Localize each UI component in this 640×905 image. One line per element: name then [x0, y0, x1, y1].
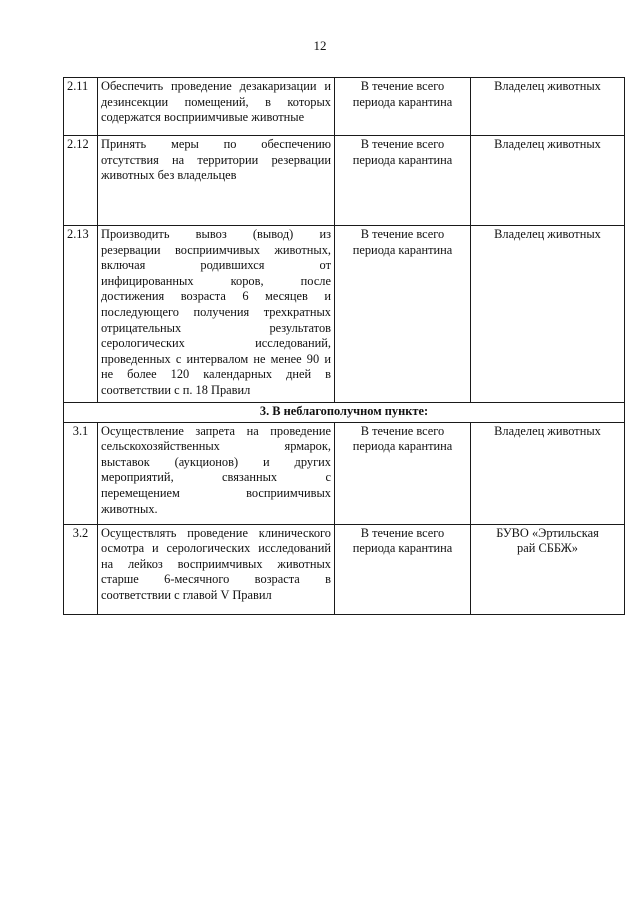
action-line: резервации восприимчивых животных, — [101, 242, 331, 257]
term-cell — [335, 78, 471, 136]
action-line: серологических исследований, — [101, 336, 331, 351]
action-line: включая родившихся от — [101, 258, 331, 273]
term-cell — [335, 136, 471, 226]
action-line: отсутствия на территории резервации — [101, 152, 331, 167]
action-line: отрицательных результатов — [101, 320, 331, 335]
action-line: содержатся восприимчивые животные — [101, 110, 305, 125]
term-line: периода карантина — [352, 152, 453, 167]
action-line: не более 120 календарных дней в — [101, 367, 331, 382]
action-cell — [98, 226, 335, 403]
term-line: периода карантина — [352, 439, 453, 454]
table-row — [64, 226, 625, 403]
action-line: на лейкоз восприимчивых животных — [101, 556, 331, 571]
action-line: животных без владельцев — [101, 168, 237, 183]
term-line: периода карантина — [352, 94, 453, 109]
action-line: мероприятий, связанных с — [101, 470, 331, 485]
responsible-cell — [471, 422, 625, 524]
action-line: Осуществление запрета на проведение — [101, 423, 331, 438]
table-row — [64, 78, 625, 136]
action-line: животных. — [101, 501, 158, 516]
responsible-cell — [471, 226, 625, 403]
term-line: В течение всего — [360, 423, 445, 438]
section-title: 3. В неблагополучном пункте: — [64, 403, 625, 423]
term-line: В течение всего — [360, 79, 445, 93]
action-line: соответствии с п. 18 Правил — [101, 382, 251, 397]
row-number: 2.12 — [64, 136, 98, 226]
action-line: дезинсекции помещений, в которых — [101, 94, 331, 109]
responsible-line: Владелец животных — [494, 227, 601, 241]
action-line: перемещением восприимчивых — [101, 485, 331, 500]
action-line: достижения возраста 6 месяцев и — [101, 289, 331, 304]
action-cell — [98, 422, 335, 524]
action-line: сельскохозяйственных ярмарок, — [101, 439, 331, 454]
action-line: Принять меры по обеспечению — [101, 137, 331, 151]
table-row — [64, 524, 625, 614]
action-cell — [98, 78, 335, 136]
responsible-line: БУВО «Эртильская — [496, 525, 599, 540]
responsible-cell — [471, 524, 625, 614]
row-number: 3.1 — [64, 422, 98, 524]
term-cell — [335, 422, 471, 524]
action-line: выставок (аукционов) и других — [101, 454, 331, 469]
term-line: периода карантина — [352, 541, 453, 556]
action-cell — [98, 524, 335, 614]
section-row — [64, 403, 625, 423]
term-line: В течение всего — [360, 227, 445, 241]
responsible-cell — [471, 78, 625, 136]
action-line: Осуществлять проведение клинического — [101, 525, 331, 540]
responsible-line: Владелец животных — [494, 137, 601, 151]
responsible-line: рай СББЖ» — [517, 541, 578, 556]
action-line: старше 6-месячного возраста в — [101, 572, 331, 587]
measures-table — [63, 77, 625, 615]
term-cell — [335, 226, 471, 403]
term-line: В течение всего — [360, 525, 445, 540]
table-row — [64, 136, 625, 226]
responsible-line: Владелец животных — [494, 79, 601, 93]
table-row — [64, 422, 625, 524]
term-line: В течение всего — [360, 137, 445, 151]
action-line: последующего получения трехкратных — [101, 304, 331, 319]
responsible-cell — [471, 136, 625, 226]
action-line: Производить вывоз (вывод) из — [101, 227, 331, 241]
action-line: инфицированных коров, после — [101, 273, 331, 288]
action-line: соответствии с главой V Правил — [101, 587, 272, 602]
action-line: Обеспечить проведение дезакаризации и — [101, 79, 331, 93]
action-cell — [98, 136, 335, 226]
term-cell — [335, 524, 471, 614]
page-number: 12 — [313, 38, 327, 53]
row-number: 2.11 — [64, 78, 98, 136]
row-number: 3.2 — [64, 524, 98, 614]
responsible-line: Владелец животных — [494, 423, 601, 438]
row-number: 2.13 — [64, 226, 98, 403]
action-line: проведенных с интервалом не менее 90 и — [101, 351, 331, 366]
action-line: осмотра и серологических исследований — [101, 541, 331, 556]
term-line: периода карантина — [352, 242, 453, 257]
